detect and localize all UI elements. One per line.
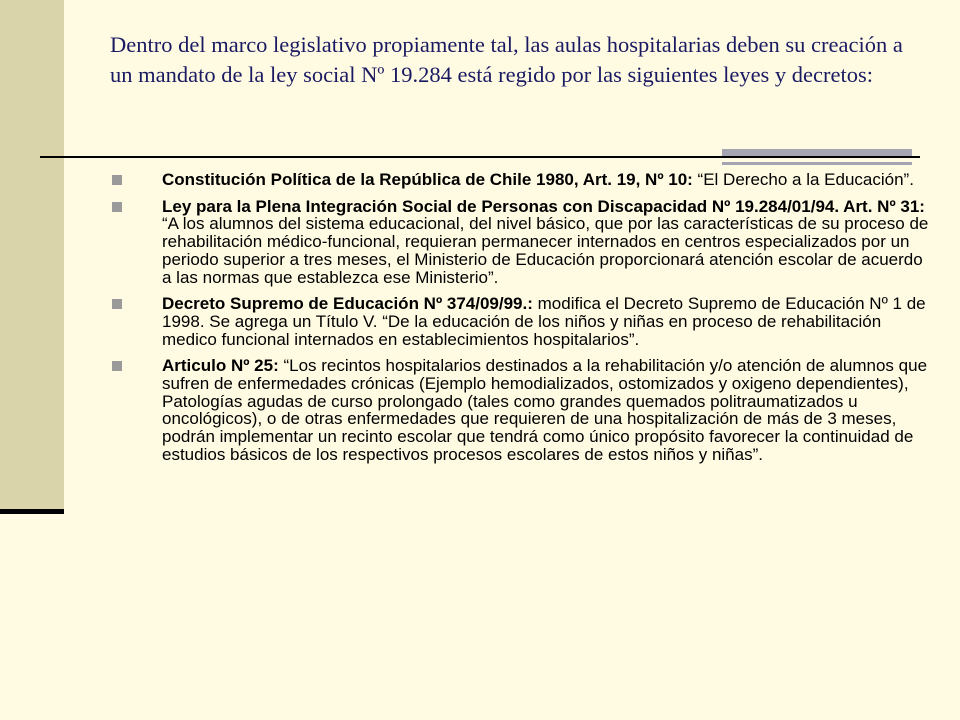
item-text: “A los alumnos del sistema educacional, del nivel básico, que por las características de su proceso de rehabilitación médico-funcional, requieran permanecer internados en centros especializados por un periodo superior a tres meses, el Ministerio de Educación proporcionará atención escolar de acuerdo a las normas que establezca ese Ministerio”. bbox=[162, 214, 929, 287]
item-text: “El Derecho a la Educación”. bbox=[692, 170, 914, 189]
item-lead: Constitución Política de la República de Chile 1980, Art. 19, Nº 10: bbox=[162, 170, 693, 189]
item-lead: Articulo Nº 25: bbox=[162, 356, 279, 376]
square-bullet-icon bbox=[112, 202, 122, 212]
side-bar bbox=[0, 0, 64, 510]
square-bullet-icon bbox=[112, 299, 122, 309]
law-list bbox=[112, 171, 932, 473]
side-bar-divider bbox=[0, 509, 64, 514]
item-text: modifica el Decreto Supremo de Educación Nº 1 de 1998. Se agrega un Título V. “De la educación de los niños y niñas en proceso de rehabilitación medico funcional internados en establecimientos hospitalarios”. bbox=[162, 294, 926, 349]
title-rule-accent-line bbox=[722, 162, 912, 165]
item-text: “Los recintos hospitalarios destinados a la rehabilitación y/o atención de alumnos que sufren de enfermedades crónicas (Ejemplo hemodializados, ostomizados y oxigeno dependientes), Patologías agudas de curso prolongado (tales como grandes quemados politraumatizados u oncológicos), o de otras enfermedades que requieren de una hospitalización de más de 3 meses, podrán implementar un recinto escolar que tendrá como único propósito favorecer la continuidad de estudios básicos de los respectivos procesos escolares de estos niños y niñas”. bbox=[162, 356, 928, 464]
title-rule bbox=[40, 156, 920, 158]
item-lead: Decreto Supremo de Educación Nº 374/09/99.: bbox=[162, 294, 533, 314]
square-bullet-icon bbox=[112, 361, 122, 371]
list-item-articulo-25 bbox=[112, 357, 932, 463]
square-bullet-icon bbox=[112, 175, 122, 185]
list-item-constitution bbox=[112, 171, 932, 189]
list-item-ley-19284 bbox=[112, 198, 932, 287]
item-lead: Ley para la Plena Integración Social de Personas con Discapacidad Nº 19.284/01/94. Art. Nº 31: bbox=[162, 196, 925, 216]
slide-title: Dentro del marco legislativo propiamente tal, las aulas hospitalarias deben su creación a un mandato de la ley social Nº 19.284 está regido por las siguientes leyes y decretos: bbox=[110, 32, 903, 87]
list-item-decreto-374 bbox=[112, 295, 932, 348]
title-rule-accent bbox=[722, 149, 912, 156]
